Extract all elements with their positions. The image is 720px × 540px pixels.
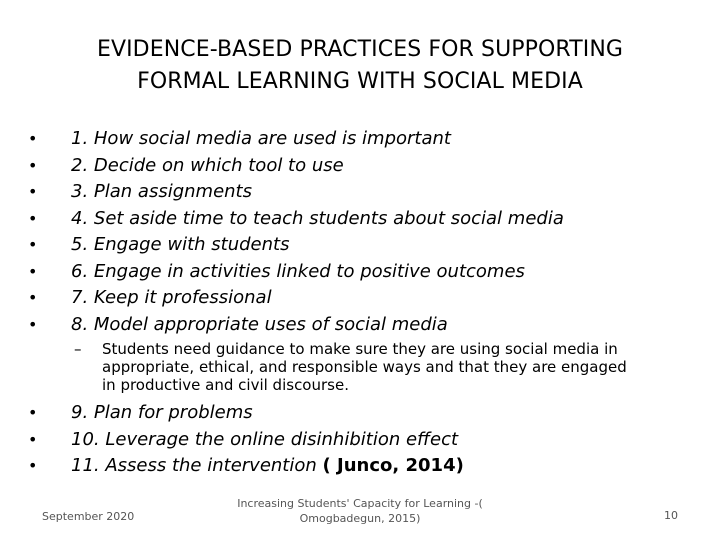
list-item-text: 8. Model appropriate uses of social media xyxy=(71,313,448,335)
list-item-text: 7. Keep it professional xyxy=(71,287,272,308)
dash-icon: – xyxy=(74,340,82,358)
sub-point-line: Students need guidance to make sure they are using social media in xyxy=(102,340,618,358)
list-item xyxy=(28,153,688,180)
bullet-icon: • xyxy=(28,429,38,449)
list-item-text: 9. Plan for problems xyxy=(71,402,253,423)
bullet-icon: • xyxy=(28,403,38,422)
title-line-1: EVIDENCE-BASED PRACTICES FOR SUPPORTING xyxy=(96,37,624,62)
sub-point-line: in productive and civil discourse. xyxy=(102,376,349,394)
bullet-icon: • xyxy=(28,288,38,307)
footer-source-line-2: Omogbadegun, 2015) xyxy=(299,512,421,525)
bullet-icon: • xyxy=(28,155,38,175)
bullet-list-secondary xyxy=(28,400,688,480)
bullet-icon: • xyxy=(28,208,38,228)
list-item xyxy=(28,427,688,454)
bullet-list-primary xyxy=(28,126,688,338)
sub-point-line: appropriate, ethical, and responsible ways and that they are engaged xyxy=(102,358,627,376)
list-item xyxy=(28,126,688,153)
list-item xyxy=(28,179,688,206)
sub-point-text xyxy=(102,340,682,394)
list-item xyxy=(28,285,688,312)
list-item-text: 2. Decide on which tool to use xyxy=(71,154,344,176)
list-item-text: 6. Engage in activities linked to positive outcomes xyxy=(71,260,525,282)
footer-source-line-1: Increasing Students' Capacity for Learning -( xyxy=(237,497,483,510)
slide-title xyxy=(40,34,680,98)
list-item-main-text: 11. Assess the intervention xyxy=(71,455,317,476)
list-item xyxy=(28,312,688,339)
list-item-text: 5. Engage with students xyxy=(71,234,290,255)
list-item-text: 3. Plan assignments xyxy=(71,181,252,202)
bullet-icon: • xyxy=(28,456,38,475)
list-item-text: 1. How social media are used is important xyxy=(71,128,451,149)
page-number: 10 xyxy=(664,509,678,522)
bullet-icon: • xyxy=(28,182,38,201)
bullet-icon: • xyxy=(28,261,38,281)
list-item-text xyxy=(71,453,464,480)
bullet-icon: • xyxy=(28,235,38,254)
list-item-text: 4. Set aside time to teach students about social media xyxy=(71,207,564,229)
list-item-text: 10. Leverage the online disinhibition effect xyxy=(71,428,459,450)
list-item xyxy=(28,453,688,480)
footer-date: September 2020 xyxy=(42,510,135,523)
title-line-2: FORMAL LEARNING WITH SOCIAL MEDIA xyxy=(137,69,583,94)
bullet-icon: • xyxy=(28,129,38,148)
list-item xyxy=(28,259,688,286)
list-item xyxy=(28,232,688,259)
list-item xyxy=(28,206,688,233)
citation: ( Junco, 2014) xyxy=(322,455,464,476)
bullet-icon: • xyxy=(28,314,38,334)
list-item xyxy=(28,400,688,427)
footer-source xyxy=(230,496,490,526)
